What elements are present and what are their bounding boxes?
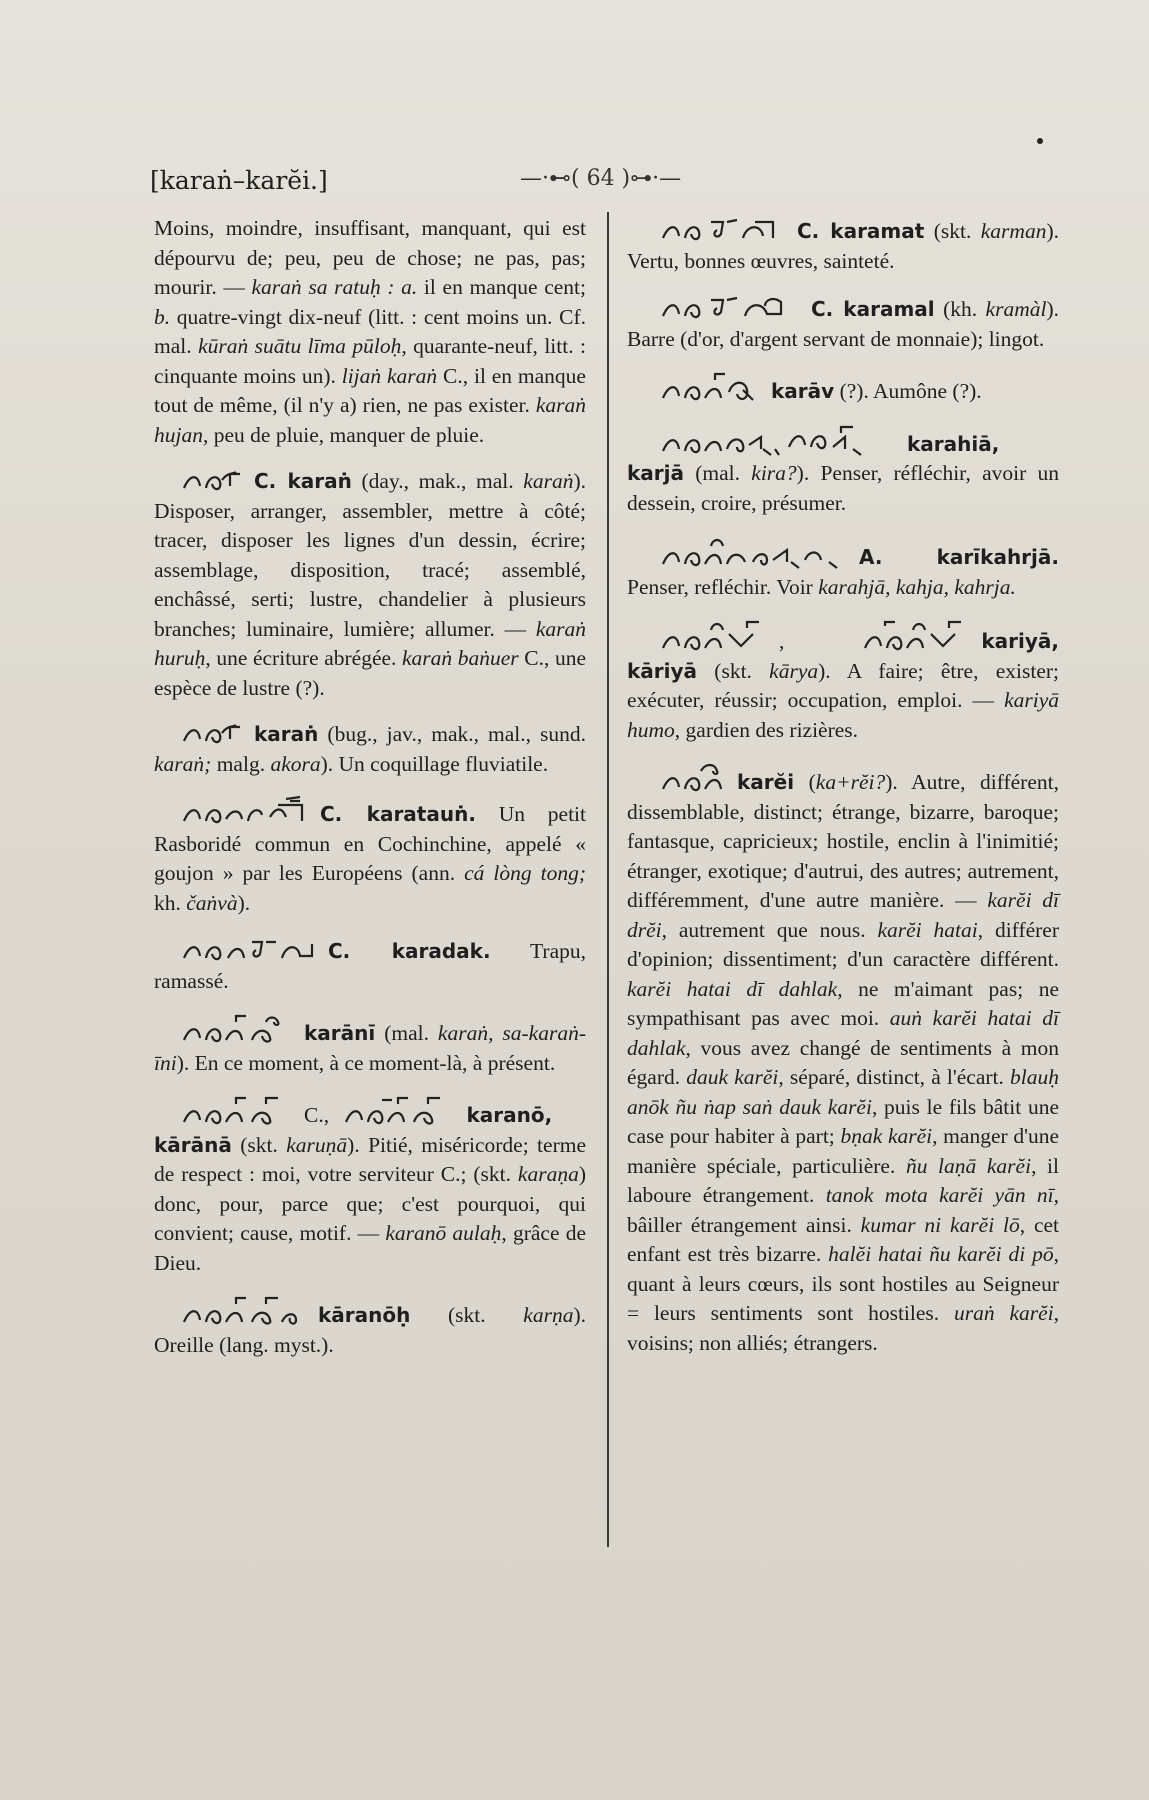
entry-karan-3: karaṅ (bug., jav., mak., mal., sund. karaṅ; malg. akora). Un coquillage fluviatile.	[154, 719, 586, 779]
cham-script-glyph	[182, 1294, 308, 1328]
cham-script-glyph	[344, 1094, 456, 1128]
cham-script-glyph	[661, 534, 849, 570]
entry-karan-continued: Moins, moindre, insuffisant, manquant, qui est dépourvu de; peu, peu de chose; ne pas, pas; mourir. — karaṅ sa ratuḥ : a. il en manque cent; b. quatre-vingt dix-neuf (litt. : cent moins un. Cf. mal. kūraṅ suātu līma pūloḥ, quarante-neuf, litt. : cinquante moins un). lijaṅ karaṅ C., il en manque tout de même, (il n'y a) rien, ne pas exister. karaṅ hujan, peu de pluie, manquer de pluie.	[154, 216, 586, 447]
cham-script-glyph	[661, 618, 769, 654]
cham-script-glyph	[661, 292, 801, 322]
entry-karav: karāv (?). Aumône (?).	[627, 370, 1059, 407]
cham-script-glyph	[182, 466, 244, 494]
entry-karan-2: C. karaṅ (day., mak., mal. karaṅ). Disposer, arranger, assembler, mettre à côté; tracer, disposer les lignes d'un dessin, écrire; assemblage, disposition, tracé; assemblé, enchâssé, serti; lustre, chandelier à plusieurs branches; luminaire, lumière; allumer. — karaṅ huruḥ, une écriture abrégée. karaṅ baṅuer C., une espèce de lustre (?).	[154, 466, 586, 703]
cham-script-glyph	[661, 214, 787, 244]
cham-script-glyph	[661, 423, 897, 457]
entry-karamal: C. karamal (kh. kramàl). Barre (d'or, d'argent servant de monnaie); lingot.	[627, 292, 1059, 354]
cham-script-glyph	[182, 719, 244, 747]
left-column	[154, 214, 586, 1376]
cham-script-glyph	[182, 1094, 294, 1128]
cham-script-glyph	[182, 1012, 294, 1046]
ink-speck	[1037, 138, 1043, 144]
cham-script-glyph	[661, 370, 761, 404]
entry-karahia: karahiā, karjā (mal. kira?). Penser, réfléchir, avoir un dessein, croire, présumer.	[627, 423, 1059, 519]
cham-script-glyph	[661, 761, 727, 795]
entry-karamat: C. karamat (skt. karman). Vertu, bonnes œuvres, sainteté.	[627, 214, 1059, 276]
entry-karanoh: kāranōḥ (skt. karṇa). Oreille (lang. myst.).	[154, 1294, 586, 1360]
cham-script-glyph	[863, 618, 971, 654]
entry-karano: C., karanō, kārānā (skt. karuṇā). Pitié, miséricorde; terme de respect : moi, votre serviteur C.; (skt. karaṇa) donc, pour, parce que; c'est pourquoi, qui convient; cause, motif. — karanō aulaḥ, grâce de Dieu.	[154, 1094, 586, 1278]
column-divider	[607, 212, 609, 1547]
entry-karani: karānī (mal. karaṅ, sa-karaṅ-īni). En ce moment, à ce moment-là, à présent.	[154, 1012, 586, 1078]
entry-karataun: C. karatauṅ. Un petit Rasboridé commun en Cochinchine, appelé « goujon » par les Européens (ann. cá lòng tong; kh. čaṅvà).	[154, 795, 586, 918]
entry-karei: karĕi (ka+rĕi?). Autre, différent, dissemblable, distinct; étrange, bizarre, baroque; fantasque, capricieux; hostile, enclin à l'inimitié; étranger, exotique; d'autrui, des autres; autrement, différemment, d'une autre manière. — karĕi dī drĕi, autrement que nous. karĕi hatai, différer d'opinion; dissentiment; d'un caractère différent. karĕi hatai dī dahlak, ne m'aimant pas; ne sympathisant pas avec moi. auṅ karĕi hatai dī dahlak, vous avez changé de sentiments à mon égard. dauk karĕi, séparé, distinct, à l'écart. blauḥ anōk ñu ṅap saṅ dauk karĕi, puis le fils bâtit une case pour habiter à part; bṇak karĕi, manger d'une manière spéciale, particulière. ñu laṇā karĕi, il laboure étrangement. tanok mota karĕi yān nī, bâiller étrangement ainsi. kumar ni karĕi lō, cet enfant est très bizarre. halĕi hatai ñu karĕi di pō, quant à leurs cœurs, ils sont hostiles au Seigneur = leurs sentiments sont hostiles. uraṅ karĕi, voisins; non alliés; étrangers.	[627, 761, 1059, 1358]
page-number: —·⊷( 64 )⊶·—	[520, 166, 682, 191]
cham-script-glyph	[182, 934, 318, 964]
entry-karadak: C. karadak. Trapu, ramassé.	[154, 934, 586, 996]
cham-script-glyph	[182, 795, 310, 827]
right-column	[627, 214, 1059, 1374]
running-head: [karaṅ–karĕi.]	[150, 166, 328, 195]
page-header	[150, 166, 1050, 206]
entry-kariya: , kariyā, kāriyā (skt. kārya). A faire; être, exister; exécuter, réussir; occupation, emploi. — kariyā humo, gardien des rizières.	[627, 618, 1059, 745]
entry-karikahrja: A. karīkahrjā. Penser, refléchir. Voir karahjā, kahja, kahrja.	[627, 534, 1059, 602]
